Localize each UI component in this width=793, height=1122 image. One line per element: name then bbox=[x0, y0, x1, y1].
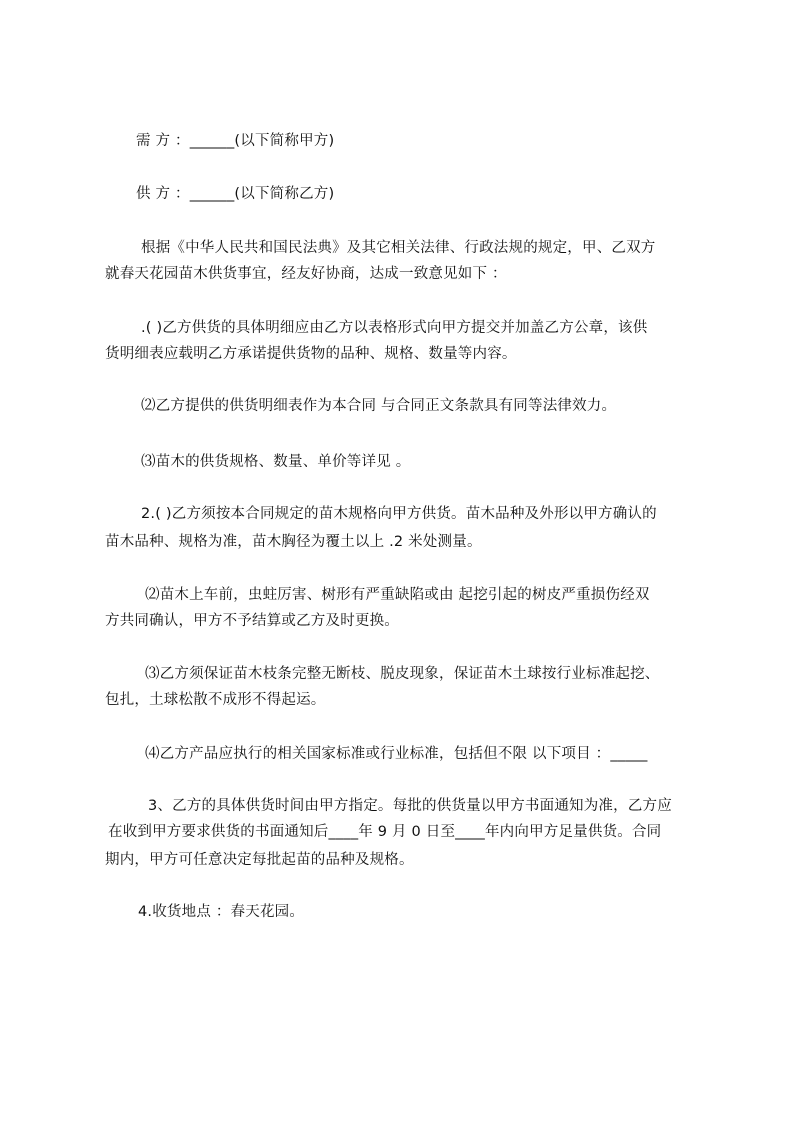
clause-1-1-line-2: 货明细表应载明乙方承诺提供货物的品种、规格、数量等内容。 bbox=[105, 346, 517, 362]
clause-2-4-line: ⑷乙方产品应执行的相关国家标准或行业标准，包括但不限 以下项目 ：_____ bbox=[145, 746, 648, 762]
clause-2-2-line-1: ⑵苗木上车前，虫蛀厉害、树形有严重缺陷或由 起挖引起的树皮严重损伤经双 bbox=[145, 587, 650, 603]
supply-party-line: 供 方 ：______(以下简称乙方) bbox=[136, 186, 335, 202]
clause-1-1-line-1: .( )乙方供货的具体明细应由乙方以表格形式向甲方提交并加盖乙方公章，该供 bbox=[141, 320, 648, 336]
clause-4-line: 4.收货地点 ：春天花园。 bbox=[138, 904, 305, 920]
preamble-line-1: 根据《中华人民共和国民法典》及其它相关法律、行政法规的规定，甲、乙双方 bbox=[141, 240, 656, 256]
preamble-line-2: 就春天花园苗木供货事宜，经友好协商，达成一致意见如下 ： bbox=[105, 266, 507, 282]
clause-2-3-line-1: ⑶乙方须保证苗木枝条完整无断枝、脱皮现象，保证苗木土球按行业标准起挖、 bbox=[145, 666, 660, 682]
clause-2-1-line-2: 苗木品种、规格为准，苗木胸径为覆土以上 .2 米处测量。 bbox=[105, 534, 482, 550]
clause-1-3-line: ⑶苗木的供货规格、数量、单价等详见 。 bbox=[141, 454, 411, 470]
demand-party-line: 需 方 ：______(以下简称甲方) bbox=[136, 133, 335, 149]
clause-2-3-line-2: 包扎，土球松散不成形不得起运。 bbox=[105, 692, 326, 708]
clause-3-line-1: 3、乙方的具体供货时间由甲方指定。每批的供货量以甲方书面通知为准，乙方应 bbox=[148, 798, 672, 814]
clause-2-2-line-2: 方共同确认，甲方不予结算或乙方及时更换。 bbox=[105, 613, 399, 629]
clause-1-2-line: ⑵乙方提供的供货明细表作为本合同 与合同正文条款具有同等法律效力。 bbox=[141, 398, 617, 414]
clause-3-line-2: 在收到甲方要求供货的书面通知后____年 9 月 0 日至____年内向甲方足量供货。合同 bbox=[108, 824, 662, 840]
clause-3-line-3: 期内，甲方可任意决定每批起苗的品种及规格。 bbox=[105, 852, 414, 868]
clause-2-1-line-1: 2.( )乙方须按本合同规定的苗木规格向甲方供货。苗木品种及外形以甲方确认的 bbox=[141, 506, 657, 522]
